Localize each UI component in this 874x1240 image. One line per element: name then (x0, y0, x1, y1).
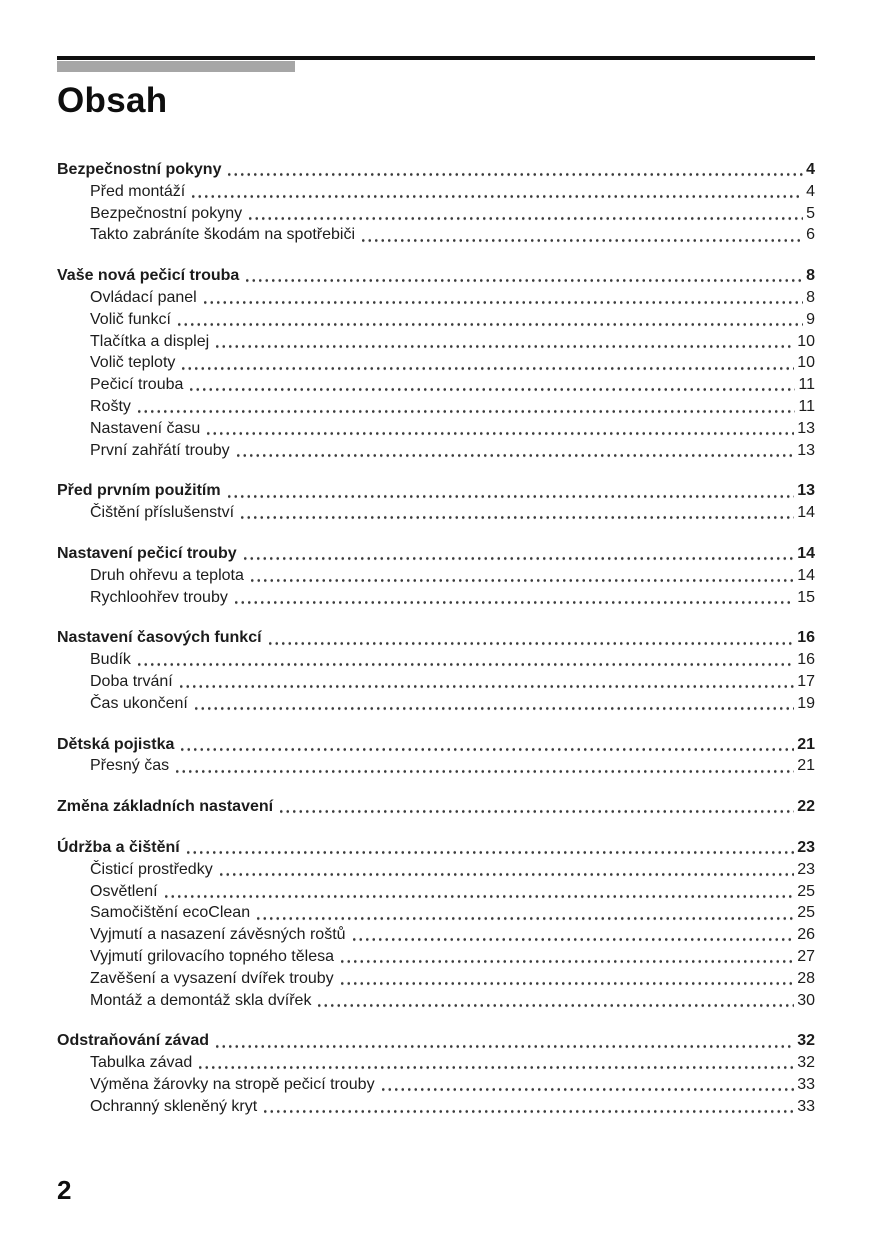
toc-entry-page: 23 (797, 860, 815, 878)
toc-item-entry (57, 331, 815, 353)
dot-leader (218, 859, 795, 881)
toc-entry-title: Ochranný skleněný kryt (90, 1097, 258, 1115)
toc-entry-page: 5 (806, 204, 815, 222)
toc-entry-page: 11 (798, 376, 815, 394)
dot-leader (255, 902, 794, 924)
dot-leader (185, 837, 795, 859)
toc-item-entry (57, 881, 815, 903)
toc-section (57, 837, 815, 1011)
toc-item-entry (57, 1052, 815, 1074)
toc-section-entry (57, 543, 815, 565)
toc-item-entry (57, 649, 815, 671)
toc-entry-title: Takto zabráníte škodám na spotřebiči (90, 226, 356, 244)
toc-entry-title: Doba trvání (90, 672, 173, 690)
toc-entry-title: Volič funkcí (90, 310, 171, 328)
toc-item-entry (57, 181, 815, 203)
toc-entry-page: 23 (797, 838, 815, 856)
dot-leader (278, 796, 794, 818)
toc-entry-page: 13 (797, 441, 815, 459)
dot-leader (339, 946, 794, 968)
toc-section-entry (57, 480, 815, 502)
toc-entry-title: Tabulka závad (90, 1054, 193, 1072)
toc-entry-page: 32 (797, 1054, 815, 1072)
toc-item-entry (57, 859, 815, 881)
top-rule (57, 56, 815, 60)
toc-item-entry (57, 924, 815, 946)
toc-item-entry (57, 587, 815, 609)
toc-item-entry (57, 440, 815, 462)
toc-entry-title: Ovládací panel (90, 288, 197, 306)
dot-leader (205, 418, 794, 440)
page-title: Obsah (57, 81, 168, 120)
toc-item-entry (57, 968, 815, 990)
toc-entry-title: Odstraňování závad (57, 1032, 210, 1050)
toc-entry-title: Bezpečnostní pokyny (57, 161, 222, 178)
toc-entry-page: 11 (798, 397, 815, 415)
toc-entry-page: 13 (797, 419, 815, 437)
toc-entry-title: Tlačítka a displej (90, 332, 210, 350)
dot-leader (202, 287, 803, 309)
toc-item-entry (57, 671, 815, 693)
toc-entry-page: 13 (797, 482, 815, 500)
toc-entry-title: Vyjmutí a nasazení závěsných roštů (90, 926, 346, 944)
toc-section-entry (57, 627, 815, 649)
toc-entry-title: Budík (90, 651, 131, 669)
toc-entry-title: Před montáží (90, 182, 186, 200)
dot-leader (136, 396, 795, 418)
toc-entry-page: 9 (806, 310, 815, 328)
toc-entry-page: 21 (797, 757, 815, 775)
toc-entry-title: Výměna žárovky na stropě pečicí trouby (90, 1075, 375, 1093)
dot-leader (235, 440, 795, 462)
toc-entry-page: 22 (797, 798, 815, 816)
toc-entry-title: Čas ukončení (90, 694, 188, 712)
toc-section (57, 265, 815, 461)
toc-entry-page: 4 (806, 161, 815, 178)
toc-entry-page: 33 (797, 1075, 815, 1093)
toc-item-entry (57, 203, 815, 225)
dot-leader (247, 203, 803, 225)
toc-section-entry (57, 265, 815, 287)
dot-leader (179, 734, 794, 756)
toc-section (57, 796, 815, 818)
toc-item-entry (57, 946, 815, 968)
dot-leader (339, 968, 795, 990)
toc-entry-title: Nastavení pečicí trouby (57, 544, 237, 562)
toc-entry-title: Čisticí prostředky (90, 860, 213, 878)
toc-entry-title: Rošty (90, 397, 131, 415)
dot-leader (178, 671, 794, 693)
toc-entry-title: Změna základních nastavení (57, 798, 274, 816)
toc-entry-page: 16 (797, 651, 815, 669)
toc-entry-title: Rychloohřev trouby (90, 588, 228, 606)
toc-item-entry (57, 693, 815, 715)
toc-item-entry (57, 565, 815, 587)
dot-leader (180, 352, 794, 374)
toc-entry-page: 14 (797, 544, 815, 562)
header-accent-bar (57, 61, 295, 72)
toc-section (57, 159, 815, 246)
toc-entry-title: Bezpečnostní pokyny (90, 204, 243, 222)
toc-section (57, 627, 815, 714)
toc-section-entry (57, 796, 815, 818)
toc-entry-page: 4 (806, 182, 815, 200)
toc-item-entry (57, 309, 815, 331)
dot-leader (244, 265, 803, 287)
toc-entry-page: 28 (797, 969, 815, 987)
toc-entry-page: 14 (797, 566, 815, 584)
toc-entry-page: 6 (806, 226, 815, 244)
toc-entry-title: Před prvním použitím (57, 482, 221, 500)
dot-leader (188, 374, 795, 396)
toc-entry-page: 26 (797, 926, 815, 944)
toc-entry-title: Čištění příslušenství (90, 504, 235, 522)
toc-entry-title: Osvětlení (90, 882, 158, 900)
toc-item-entry (57, 224, 815, 246)
page-number: 2 (57, 1175, 72, 1205)
toc-item-entry (57, 396, 815, 418)
toc-section-entry (57, 1030, 815, 1052)
toc-entry-title: První zahřátí trouby (90, 441, 230, 459)
toc-entry-page: 15 (797, 588, 815, 606)
toc-entry-title: Samočištění ecoClean (90, 904, 251, 922)
dot-leader (176, 309, 803, 331)
dot-leader (214, 331, 794, 353)
dot-leader (197, 1052, 794, 1074)
dot-leader (174, 755, 794, 777)
toc-section-entry (57, 837, 815, 859)
toc-entry-page: 32 (797, 1032, 815, 1050)
toc-entry-title: Dětská pojistka (57, 735, 175, 753)
dot-leader (193, 693, 794, 715)
toc-item-entry (57, 287, 815, 309)
toc-entry-page: 19 (797, 694, 815, 712)
toc-item-entry (57, 990, 815, 1012)
toc-entry-title: Pečicí trouba (90, 376, 184, 394)
toc-entry-title: Nastavení času (90, 419, 201, 437)
toc-entry-page: 8 (806, 267, 815, 285)
toc-item-entry (57, 755, 815, 777)
toc-item-entry (57, 902, 815, 924)
dot-leader (380, 1074, 795, 1096)
toc-entry-page: 10 (797, 332, 815, 350)
dot-leader (360, 224, 803, 246)
toc-item-entry (57, 418, 815, 440)
dot-leader (267, 627, 795, 649)
toc-entry-title: Druh ohřevu a teplota (90, 566, 244, 584)
toc-section (57, 543, 815, 608)
toc-entry-page: 33 (797, 1097, 815, 1115)
toc-entry-title: Montáž a demontáž skla dvířek (90, 991, 312, 1009)
table-of-contents (57, 159, 815, 1117)
dot-leader (136, 649, 794, 671)
dot-leader (249, 565, 794, 587)
toc-item-entry (57, 1074, 815, 1096)
toc-entry-page: 27 (797, 947, 815, 965)
dot-leader (190, 181, 803, 203)
toc-item-entry (57, 352, 815, 374)
toc-entry-page: 30 (797, 991, 815, 1009)
toc-entry-page: 25 (797, 882, 815, 900)
toc-item-entry (57, 502, 815, 524)
toc-entry-title: Přesný čas (90, 757, 170, 775)
dot-leader (233, 587, 794, 609)
toc-entry-page: 17 (797, 672, 815, 690)
toc-entry-title: Údržba a čištění (57, 838, 180, 856)
toc-entry-title: Zavěšení a vysazení dvířek trouby (90, 969, 334, 987)
dot-leader (163, 881, 795, 903)
toc-entry-title: Vyjmutí grilovacího topného tělesa (90, 947, 334, 965)
toc-entry-page: 14 (797, 504, 815, 522)
toc-section (57, 480, 815, 524)
toc-entry-title: Nastavení časových funkcí (57, 629, 262, 647)
toc-entry-page: 25 (797, 904, 815, 922)
dot-leader (239, 502, 794, 524)
toc-section-entry (57, 159, 815, 181)
dot-leader (351, 924, 795, 946)
dot-leader (262, 1096, 794, 1118)
dot-leader (226, 480, 795, 502)
toc-item-entry (57, 374, 815, 396)
toc-entry-page: 21 (797, 735, 815, 753)
dot-leader (242, 543, 795, 565)
dot-leader (214, 1030, 794, 1052)
toc-entry-page: 16 (797, 629, 815, 647)
toc-entry-page: 10 (797, 354, 815, 372)
toc-section (57, 1030, 815, 1117)
toc-entry-title: Volič teploty (90, 354, 176, 372)
toc-section (57, 734, 815, 778)
toc-item-entry (57, 1096, 815, 1118)
toc-entry-title: Vaše nová pečicí trouba (57, 267, 240, 285)
toc-entry-page: 8 (806, 288, 815, 306)
dot-leader (226, 159, 803, 181)
dot-leader (316, 990, 794, 1012)
toc-section-entry (57, 734, 815, 756)
